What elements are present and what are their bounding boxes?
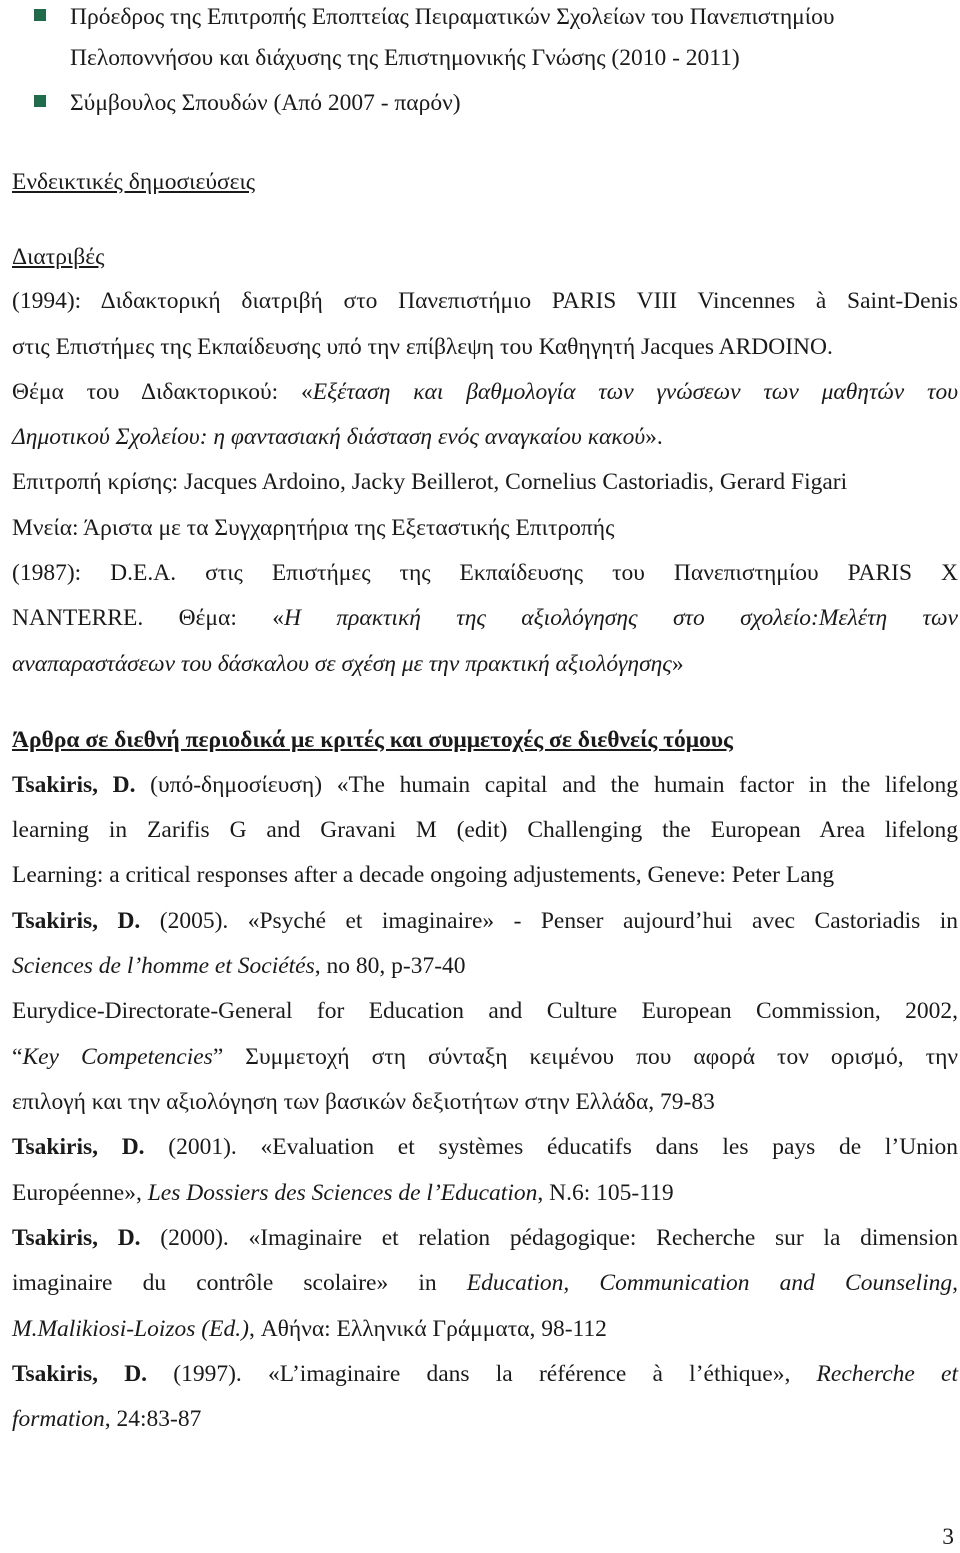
text: , no 80, p-37-40 (314, 953, 466, 979)
italic-title: Δημοτικού Σχολείου: η φαντασιακή διάσταση ενός αναγκαίου κακού (12, 424, 646, 450)
reference-author: Tsakiris, D. (12, 1361, 148, 1387)
reference-line (12, 1042, 958, 1072)
bullet-line: Πρόεδρος της Επιτροπής Εποπτείας Πειραματικών Σχολείων του Πανεπιστημίου (70, 4, 835, 30)
thesis-line: Επιτροπή κρίσης: Jacques Ardoino, Jacky Beillerot, Cornelius Castoriadis, Gerard Figari (12, 469, 848, 495)
reference-line (12, 770, 958, 800)
text: (2000). «Imaginaire et relation pédagogique: Recherche sur la dimension (140, 1225, 958, 1251)
text: imaginaire du contrôle scolaire» in (12, 1270, 467, 1296)
text: , Αθήνα: Ελληνικά Γράμματα, 98-112 (248, 1316, 607, 1342)
page-number: 3 (942, 1524, 954, 1550)
publications-heading: Ενδεικτικές δημοσιεύσεις (12, 169, 256, 195)
bullet-line: Σύμβουλος Σπουδών (Από 2007 - παρόν) (70, 90, 461, 116)
italic-title: formation (12, 1406, 105, 1432)
italic-title: Sciences de l’homme et Sociétés (12, 953, 315, 979)
theses-heading: Διατριβές (12, 244, 105, 270)
reference-line: επιλογή και την αξιολόγηση των βασικών δεξιοτήτων στην Ελλάδα, 79-83 (12, 1089, 715, 1115)
thesis-line: Μνεία: Άριστα με τα Συγχαρητήρια της Εξεταστικής Επιτροπής (12, 515, 615, 541)
text: Θέμα του Διδακτορικού: « (12, 379, 313, 405)
reference-line (12, 951, 958, 981)
text: (2001). «Evaluation et systèmes éducatifs dans les pays de l’Union (144, 1134, 958, 1160)
reference-line (12, 1178, 958, 1208)
reference-author: Tsakiris, D. (12, 908, 141, 934)
reference-line (12, 1314, 958, 1344)
bullet-marker (34, 95, 46, 107)
italic-title: Education, Communication and Counseling, (466, 1270, 958, 1296)
italic-title: Η πρακτική της αξιολόγησης στο σχολείο:Μελέτη των (284, 605, 958, 631)
reference-line (12, 1359, 958, 1389)
reference-line: Learning: a critical responses after a decade ongoing adjustements, Geneve: Peter Lang (12, 862, 835, 888)
reference-line: Eurydice-Directorate-General for Education and Culture European Commission, 2002, (12, 998, 958, 1024)
text: “ (12, 1044, 23, 1070)
italic-title: Key Competencies (22, 1044, 213, 1070)
text: » (671, 651, 684, 677)
thesis-subject-line (12, 649, 958, 679)
thesis-subject-line (12, 603, 958, 633)
reference-line (12, 1404, 958, 1434)
reference-line (12, 1268, 958, 1298)
italic-title: M.Malikiosi-Loizos (Ed.) (12, 1316, 249, 1342)
text: , 24:83-87 (104, 1406, 202, 1432)
text: ». (645, 424, 663, 450)
reference-line: learning in Zarifis G and Gravani M (edit) Challenging the European Area lifelong (12, 817, 958, 843)
reference-author: Tsakiris, D. (12, 1134, 145, 1160)
bullet-line: Πελοποννήσου και διάχυσης της Επιστημονικής Γνώσης (2010 - 2011) (70, 45, 740, 71)
reference-line (12, 1223, 958, 1253)
text: (υπό-δημοσίευση) «The humain capital and the humain factor in the lifelong (135, 772, 958, 798)
thesis-line: (1994): Διδακτορική διατριβή στο Πανεπιστήμιο PARIS VIII Vincennes à Saint-Denis (12, 288, 958, 314)
reference-line (12, 906, 958, 936)
italic-title: Recherche et (816, 1361, 958, 1387)
text: (1997). «L’imaginaire dans la référence à l’éthique», (147, 1361, 817, 1387)
text: NANTERRE. Θέμα: « (12, 605, 284, 631)
reference-author: Tsakiris, D. (12, 1225, 141, 1251)
italic-title: Les Dossiers des Sciences de l’Education (147, 1180, 538, 1206)
thesis-subject-line (12, 422, 958, 452)
thesis-line: στις Επιστήμες της Εκπαίδευσης υπό την επίβλεψη του Καθηγητή Jacques ARDOINO. (12, 334, 833, 360)
articles-heading: Άρθρα σε διεθνή περιοδικά με κριτές και συμμετοχές σε διεθνείς τόμους (12, 727, 733, 753)
italic-title: Εξέταση και βαθμολογία των γνώσεων των μαθητών του (312, 379, 958, 405)
bullet-marker (34, 9, 46, 21)
text: Européenne», (12, 1180, 148, 1206)
reference-line (12, 1132, 958, 1162)
text: ” Συμμετοχή στη σύνταξη κειμένου που αφορά τον ορισμό, την (212, 1044, 958, 1070)
text: , N.6: 105-119 (537, 1180, 674, 1206)
text: (2005). «Psyché et imaginaire» - Penser aujourd’hui avec Castoriadis in (140, 908, 958, 934)
italic-title: αναπαραστάσεων του δάσκαλου σε σχέση με την πρακτική αξιολόγησης (12, 651, 672, 677)
reference-author: Tsakiris, D. (12, 772, 136, 798)
thesis-line: (1987): D.E.A. στις Επιστήμες της Εκπαίδευσης του Πανεπιστημίου PARIS X (12, 560, 958, 586)
thesis-subject-line (12, 377, 958, 407)
